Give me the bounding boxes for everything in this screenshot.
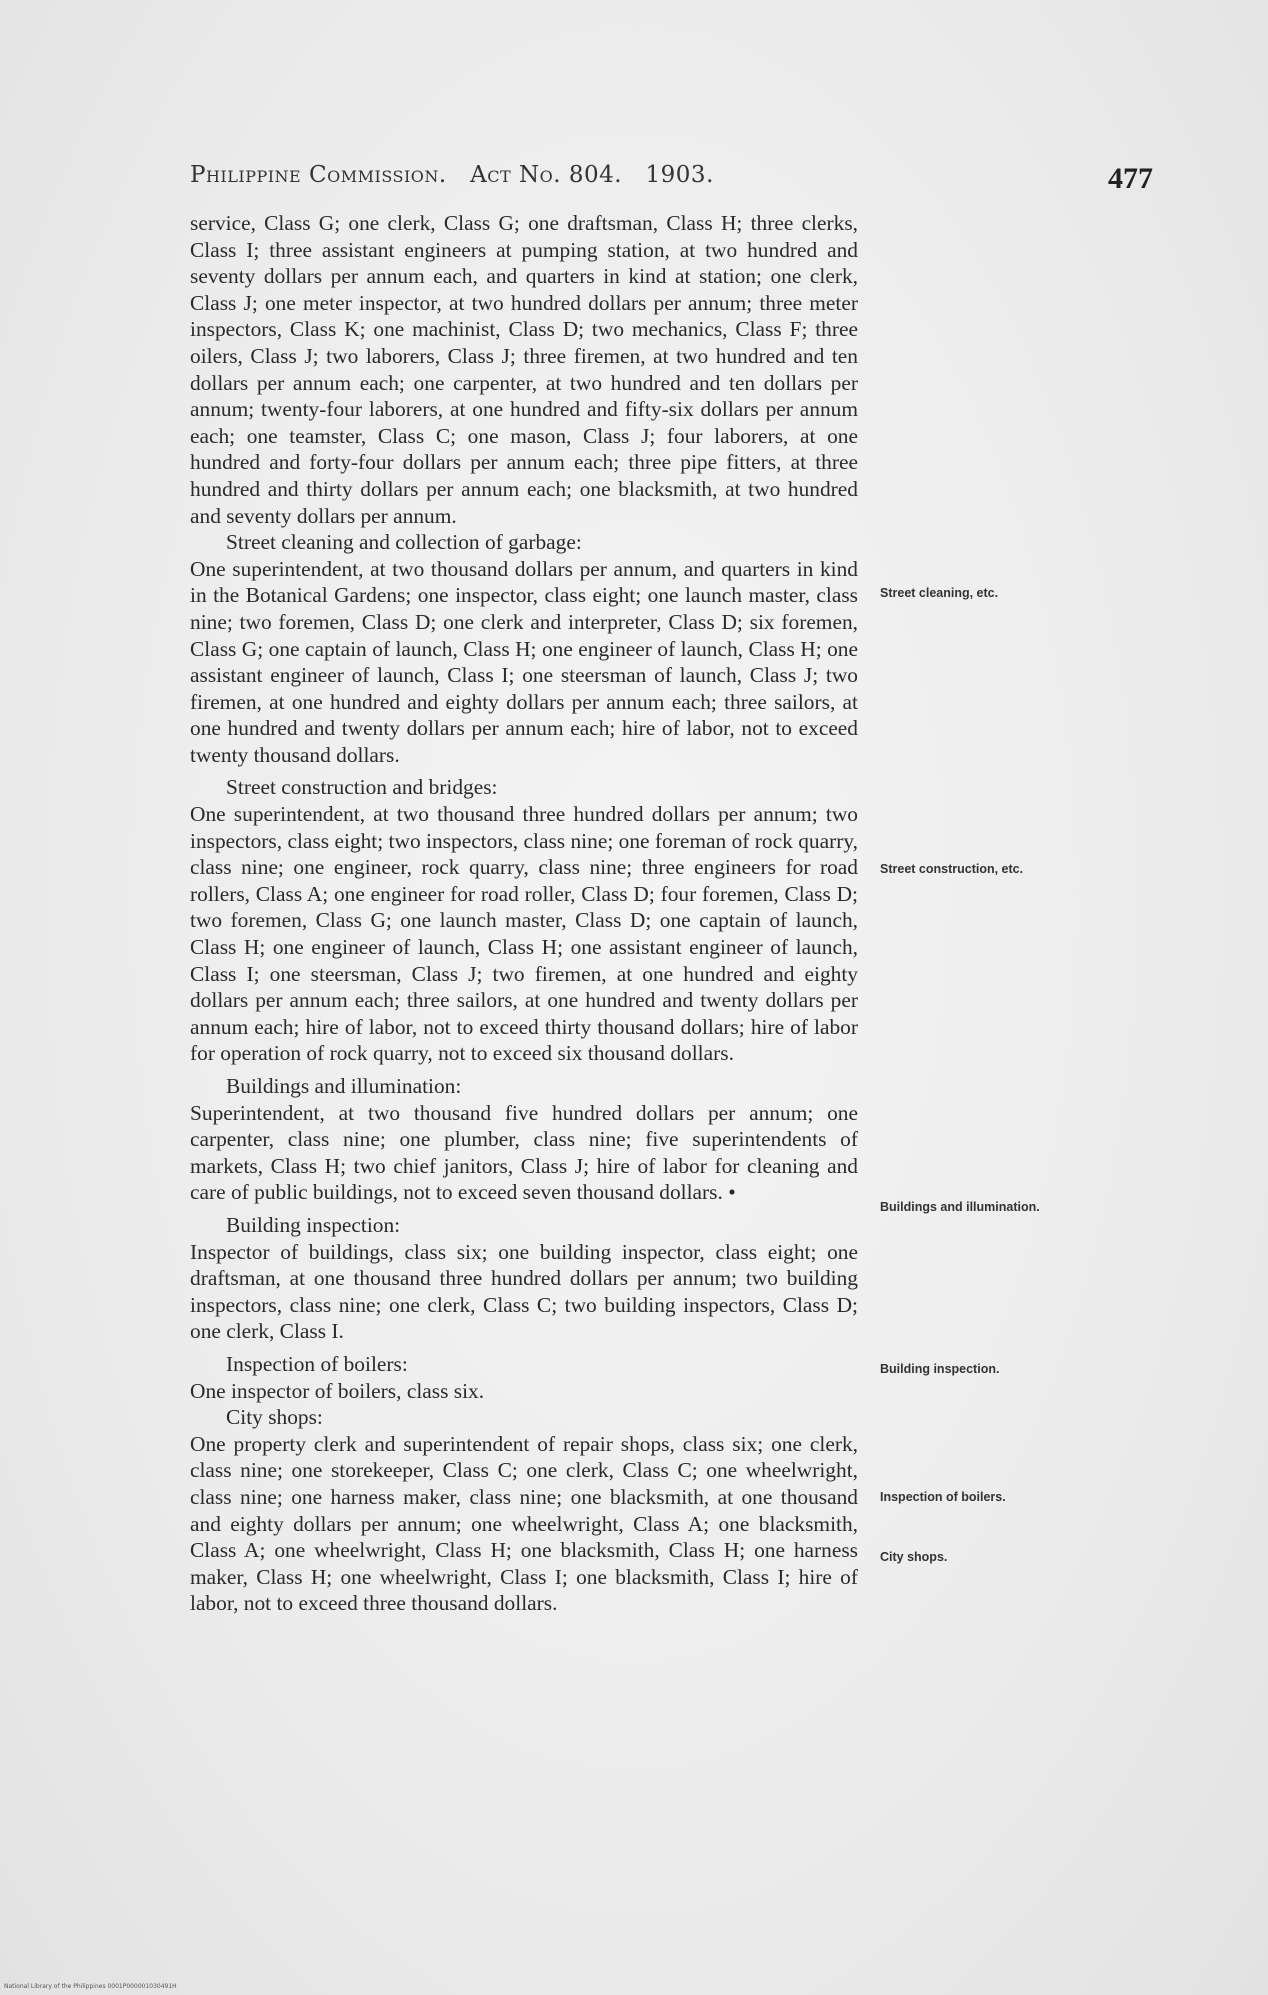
section-heading-city-shops: City shops: [226, 1405, 323, 1430]
running-head [190, 162, 714, 188]
running-head-title: Philippine Commission. [190, 162, 447, 188]
margin-note-building-inspection: Building inspection. [880, 1362, 1000, 1376]
digitization-footer: National Library of the Philippines 0001P000001030491H [4, 1983, 177, 1990]
margin-note-street-cleaning: Street cleaning, etc. [880, 586, 999, 600]
section-text-buildings: Superintendent, at two thousand five hundred dollars per annum; one carpenter, class nine; one plumber, class nine; five superintendents of markets, Class H; two chief janitors, Class J; hire of labor for cleaning and care of public buildings, not to exceed seven thousand dollars. • [190, 1100, 858, 1205]
section-heading-buildings: Buildings and illumination: [226, 1074, 462, 1098]
section-heading-building-inspection: Building inspection: [226, 1212, 401, 1237]
margin-note-city-shops: City shops. [880, 1550, 948, 1564]
section-text-building-inspection: Inspector of buildings, class six; one building inspector, class eight; one draftsman, at one thousand three hundred dollars per annum; two building inspectors, class nine; one clerk, Class C; two building inspectors, Class D; one clerk, Class I. [190, 1239, 858, 1344]
margin-note-street-construction: Street construction, etc. [880, 862, 1024, 876]
running-head-act: Act No. 804. [470, 162, 623, 188]
running-head-year: 1903. [645, 162, 714, 188]
body-text [190, 210, 858, 1617]
margin-note-boilers: Inspection of boilers. [880, 1490, 1006, 1504]
section-heading-street-construction: Street construction and bridges: [226, 775, 498, 800]
section-heading-boilers: Inspection of boilers: [226, 1351, 408, 1376]
section-heading-street-cleaning: Street cleaning and collection of garbage: [226, 530, 582, 555]
section-text-city-shops: One property clerk and superintendent of repair shops, class six; one clerk, class nine; one storekeeper, Class C; one clerk, Class C; one wheelwright, class nine; one harness maker, class nine; one blacksmith, at one thousand and eighty dollars per annum; one wheelwright, Class A; one blacksmith, Class A; one wheelwright, Class H; one blacksmith, Class H; one harness maker, Class H; one wheelwright, Class I; one blacksmith, Class I; hire of labor, not to exceed three thousand dollars. [190, 1431, 858, 1616]
continuation-paragraph: service, Class G; one clerk, Class G; one draftsman, Class H; three clerks, Class I; three assistant engineers at pumping station, at two hundred and seventy dollars per annum each, and quarters in kind at station; one clerk, Class J; one meter inspector, at two hundred dollars per annum; three meter inspectors, Class K; one machinist, Class D; two mechanics, Class F; three oilers, Class J; two laborers, Class J; three firemen, at two hundred and ten dollars per annum each; one carpenter, at two hundred and ten dollars per annum; twenty-four laborers, at one hundred and fifty-six dollars per annum each; one teamster, Class C; one mason, Class J; four laborers, at one hundred and forty-four dollars per annum each; three pipe fitters, at three hundred and thirty dollars per annum each; one blacksmith, at two hundred and seventy dollars per annum. [190, 211, 858, 528]
section-text-boilers: One inspector of boilers, class six. [190, 1378, 485, 1403]
section-text-street-cleaning: One superintendent, at two thousand dollars per annum, and quarters in kind in the Botanical Gardens; one inspector, class eight; one launch master, class nine; two foremen, Class D; one clerk and interpreter, Class D; six foremen, Class G; one captain of launch, Class H; one engineer of launch, Class H; one assistant engineer of launch, Class I; one steersman of launch, Class J; two firemen, at one hundred and eighty dollars per annum each; three sailors, at one hundred and twenty dollars per annum each; hire of labor, not to exceed twenty thousand dollars. [190, 556, 858, 767]
page-number: 477 [1108, 162, 1153, 195]
margin-note-buildings: Buildings and illumination. [880, 1200, 1040, 1214]
section-text-street-construction: One superintendent, at two thousand three hundred dollars per annum; two inspectors, class eight; two inspectors, class nine; one foreman of rock quarry, class nine; one engineer, rock quarry, class nine; three engineers for road rollers, Class A; one engineer for road roller, Class D; four foremen, Class D; two foremen, Class G; one launch master, Class D; one captain of launch, Class H; one engineer of launch, Class H; one assistant engineer of launch, Class I; one steersman, Class J; two firemen, at one hundred and eighty dollars per annum each; three sailors, at one hundred and twenty dollars per annum each; hire of labor, not to exceed thirty thousand dollars; hire of labor for operation of rock quarry, not to exceed six thousand dollars. [190, 802, 858, 1066]
